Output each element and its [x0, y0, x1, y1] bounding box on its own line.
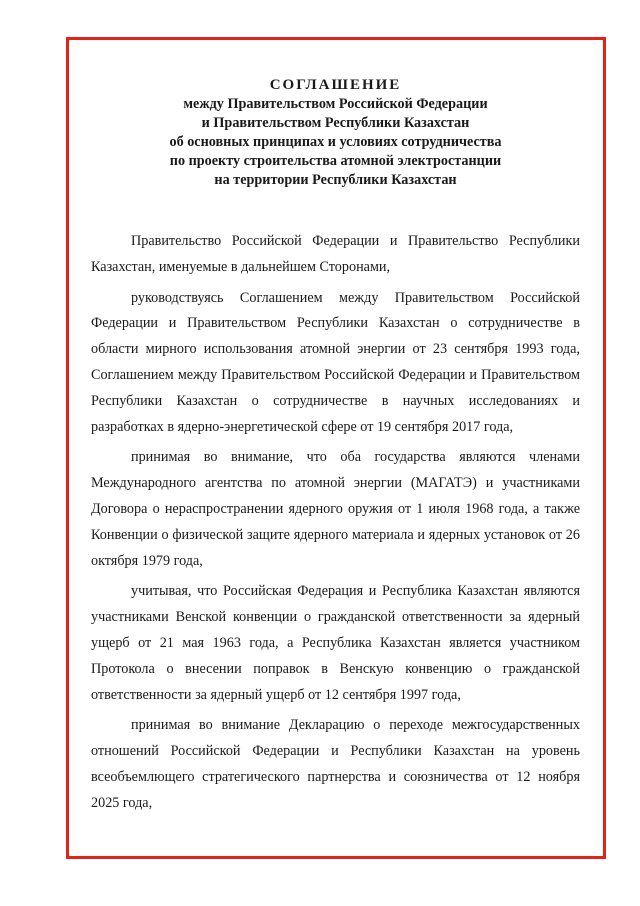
header-line: по проекту строительства атомной электростанции: [169, 153, 502, 169]
header-line: и Правительством Республики Казахстан: [201, 115, 470, 131]
header-line: на территории Республики Казахстан: [214, 172, 457, 188]
agreement-body: [91, 229, 580, 817]
body-paragraph: принимая во внимание Декларацию о переходе межгосударственных отношений Российской Федерации и Республики Казахстан на уровень всеобъемлющего стратегического партнерства и союзничества от 12 ноября 2025 года,: [91, 717, 580, 811]
body-paragraph: руководствуясь Соглашением между Правительством Российской Федерации и Правительством Республики Казахстан о сотрудничестве в области мирного использования атомной энергии от 23 сентября 1993 года, Соглашением между Правительством Российской Федерации и Правительством Республики Казахстан о сотрудничестве в научных исследованиях и разработках в ядерно-энергетической сфере от 19 сентября 2017 года,: [91, 289, 580, 435]
header-line: между Правительством Российской Федерации: [183, 96, 488, 112]
agreement-header: [91, 76, 580, 190]
agreement-title: СОГЛАШЕНИЕ: [269, 77, 402, 93]
body-paragraph: учитывая, что Российская Федерация и Республика Казахстан являются участниками Венской конвенции о гражданской ответственности за ядерный ущерб от 21 мая 1963 года, а Республика Казахстан является участником Протокола о внесении поправок в Венскую конвенцию о гражданской ответственности за ядерный ущерб от 12 сентября 1997 года,: [91, 583, 580, 703]
header-line: об основных принципах и условиях сотрудничества: [169, 134, 502, 150]
body-paragraph: Правительство Российской Федерации и Правительство Республики Казахстан, именуемые в дальнейшем Сторонами,: [91, 233, 580, 275]
body-paragraph: принимая во внимание, что оба государства являются членами Международного агентства по атомной энергии (МАГАТЭ) и участниками Договора о нераспространении ядерного оружия от 1 июля 1968 года, а также Конвенции о физической защите ядерного материала и ядерных установок от 26 октября 1979 года,: [91, 449, 580, 569]
document-content: [91, 76, 580, 822]
